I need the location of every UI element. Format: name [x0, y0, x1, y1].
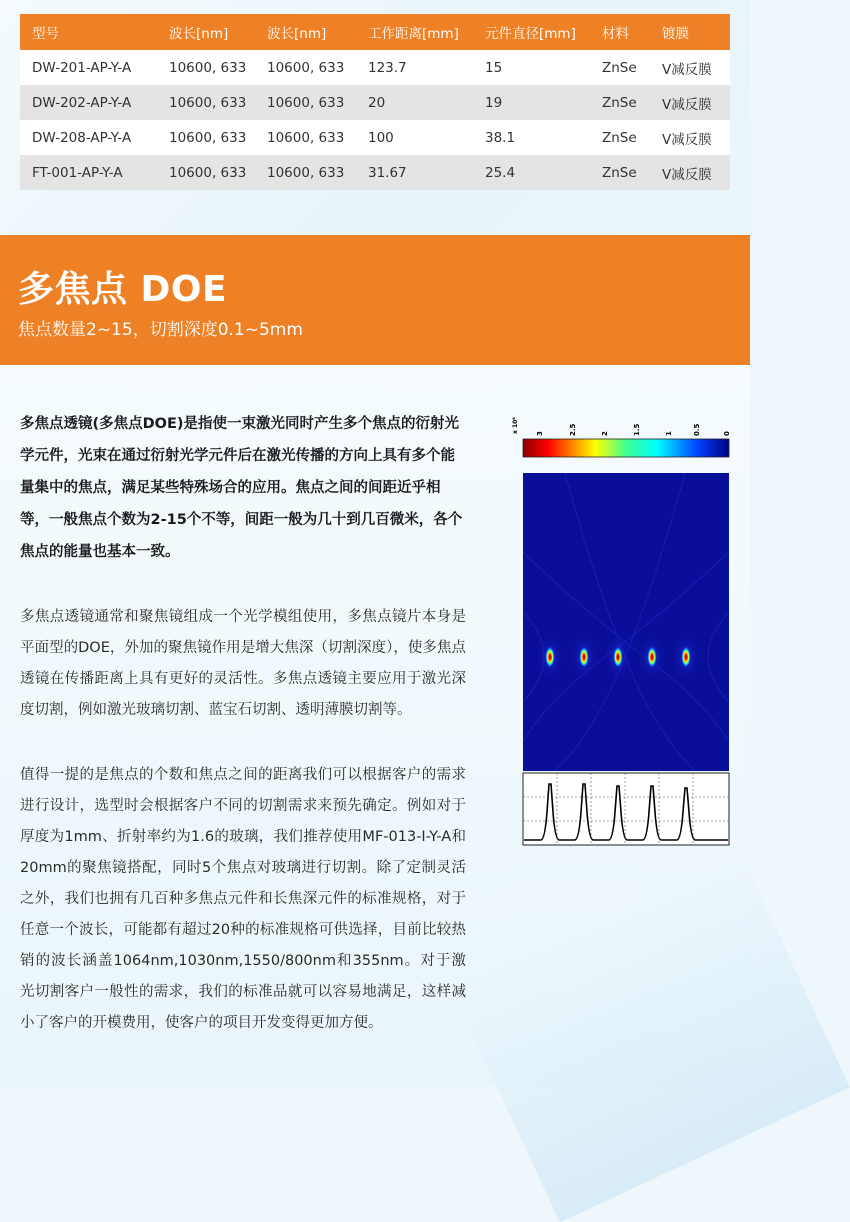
- focus-spot: [681, 646, 691, 668]
- table-row: [20, 50, 730, 85]
- paragraph-gap: [20, 726, 466, 760]
- cell-coating: V减反膜: [650, 85, 730, 120]
- paragraph-gap: [20, 568, 466, 602]
- colorbar-exponent: x 10⁶: [512, 417, 519, 434]
- cell-wavelength-2: 10600, 633: [255, 155, 356, 190]
- table-row: [20, 85, 730, 120]
- colorbar-tick: 2: [601, 431, 609, 436]
- focus-spot: [613, 646, 623, 668]
- header-working-distance: 工作距离[mm]: [356, 14, 473, 50]
- cell-model: DW-201-AP-Y-A: [20, 50, 157, 85]
- header-wavelength-2: 波长[nm]: [255, 14, 356, 50]
- intro-paragraph: 多焦点透镜(多焦点DOE)是指使一束激光同时产生多个焦点的衍射光学元件，光束在通过衍射光学元件后在激光传播的方向上具有多个能量集中的焦点，满足某些特殊场合的应用。焦点之间的间距近乎相等，一般焦点个数为2-15个不等，间距一般为几十到几百微米，各个焦点的能量也基本一致。: [20, 416, 463, 560]
- customization-paragraph: 值得一提的是焦点的个数和焦点之间的距离我们可以根据客户的需求进行设计，选型时会根据客户不同的切割需求来预先确定。例如对于厚度为1mm、折射率约为1.6的玻璃，我们推荐使用MF-013-I-Y-A和20mm的聚焦镜搭配，同时5个焦点对玻璃进行切割。除了定制灵活之外，我们也拥有几百种多焦点元件和长焦深元件的标准规格，对于任意一个波长，可能都有超过20种的标准规格可供选择，目前比较热销的波长涵盖1064nm,1030nm,1550/800nm和355nm。对于激光切割客户一般性的需求，我们的标准品就可以容易地满足，这样减小了客户的开模费用，使客户的项目开发变得更加方便。: [20, 767, 466, 1031]
- cell-working-distance: 20: [356, 85, 473, 120]
- cell-coating: V减反膜: [650, 120, 730, 155]
- cell-model: FT-001-AP-Y-A: [20, 155, 157, 190]
- section-subtitle: 焦点数量2~15，切割深度0.1~5mm: [18, 320, 303, 340]
- colorbar-tick: 1: [665, 431, 673, 436]
- colorbar-tick-labels: [536, 423, 731, 436]
- colorbar-tick: 2.5: [569, 423, 577, 436]
- description-column: [20, 408, 466, 1039]
- table-row: [20, 155, 730, 190]
- colorbar-tick: 1.5: [633, 423, 641, 436]
- header-diameter: 元件直径[mm]: [473, 14, 590, 50]
- colorbar-tick: 0: [723, 431, 731, 436]
- cell-diameter: 38.1: [473, 120, 590, 155]
- header-coating: 镀膜: [650, 14, 730, 50]
- cell-diameter: 15: [473, 50, 590, 85]
- spec-table: [20, 14, 730, 190]
- cell-diameter: 25.4: [473, 155, 590, 190]
- colorbar: [523, 439, 729, 457]
- cell-wavelength-2: 10600, 633: [255, 85, 356, 120]
- multifocus-simulation-figure: [505, 412, 730, 852]
- colorbar-tick: 0.5: [693, 423, 701, 436]
- header-material: 材料: [590, 14, 650, 50]
- cell-material: ZnSe: [590, 85, 650, 120]
- cell-coating: V减反膜: [650, 155, 730, 190]
- section-title: 多焦点 DOE: [18, 269, 228, 310]
- header-model: 型号: [20, 14, 157, 50]
- table-header-row: [20, 14, 730, 50]
- cell-coating: V减反膜: [650, 50, 730, 85]
- usage-paragraph: 多焦点透镜通常和聚焦镜组成一个光学模组使用，多焦点镜片本身是平面型的DOE，外加的聚焦镜作用是增大焦深（切割深度），使多焦点透镜在传播距离上具有更好的灵活性。多焦点透镜主要应用于激光深度切割，例如激光玻璃切割、蓝宝石切割、透明薄膜切割等。: [20, 609, 466, 718]
- cell-working-distance: 31.67: [356, 155, 473, 190]
- cell-wavelength-1: 10600, 633: [157, 50, 255, 85]
- focus-spot: [647, 646, 657, 668]
- cell-material: ZnSe: [590, 155, 650, 190]
- focus-spot: [579, 646, 589, 668]
- colorbar-tick: 3: [536, 431, 544, 436]
- cell-model: DW-208-AP-Y-A: [20, 120, 157, 155]
- cell-wavelength-1: 10600, 633: [157, 85, 255, 120]
- cell-wavelength-1: 10600, 633: [157, 155, 255, 190]
- section-banner: [0, 235, 750, 365]
- cell-material: ZnSe: [590, 120, 650, 155]
- cell-material: ZnSe: [590, 50, 650, 85]
- cell-wavelength-1: 10600, 633: [157, 120, 255, 155]
- intensity-profile-plot: [523, 773, 729, 845]
- cell-working-distance: 100: [356, 120, 473, 155]
- cell-wavelength-2: 10600, 633: [255, 50, 356, 85]
- simulation-svg: [505, 412, 730, 852]
- cell-wavelength-2: 10600, 633: [255, 120, 356, 155]
- header-wavelength-1: 波长[nm]: [157, 14, 255, 50]
- table-row: [20, 120, 730, 155]
- intensity-field: [523, 473, 729, 771]
- focus-spot: [545, 646, 555, 668]
- cell-model: DW-202-AP-Y-A: [20, 85, 157, 120]
- cell-working-distance: 123.7: [356, 50, 473, 85]
- cell-diameter: 19: [473, 85, 590, 120]
